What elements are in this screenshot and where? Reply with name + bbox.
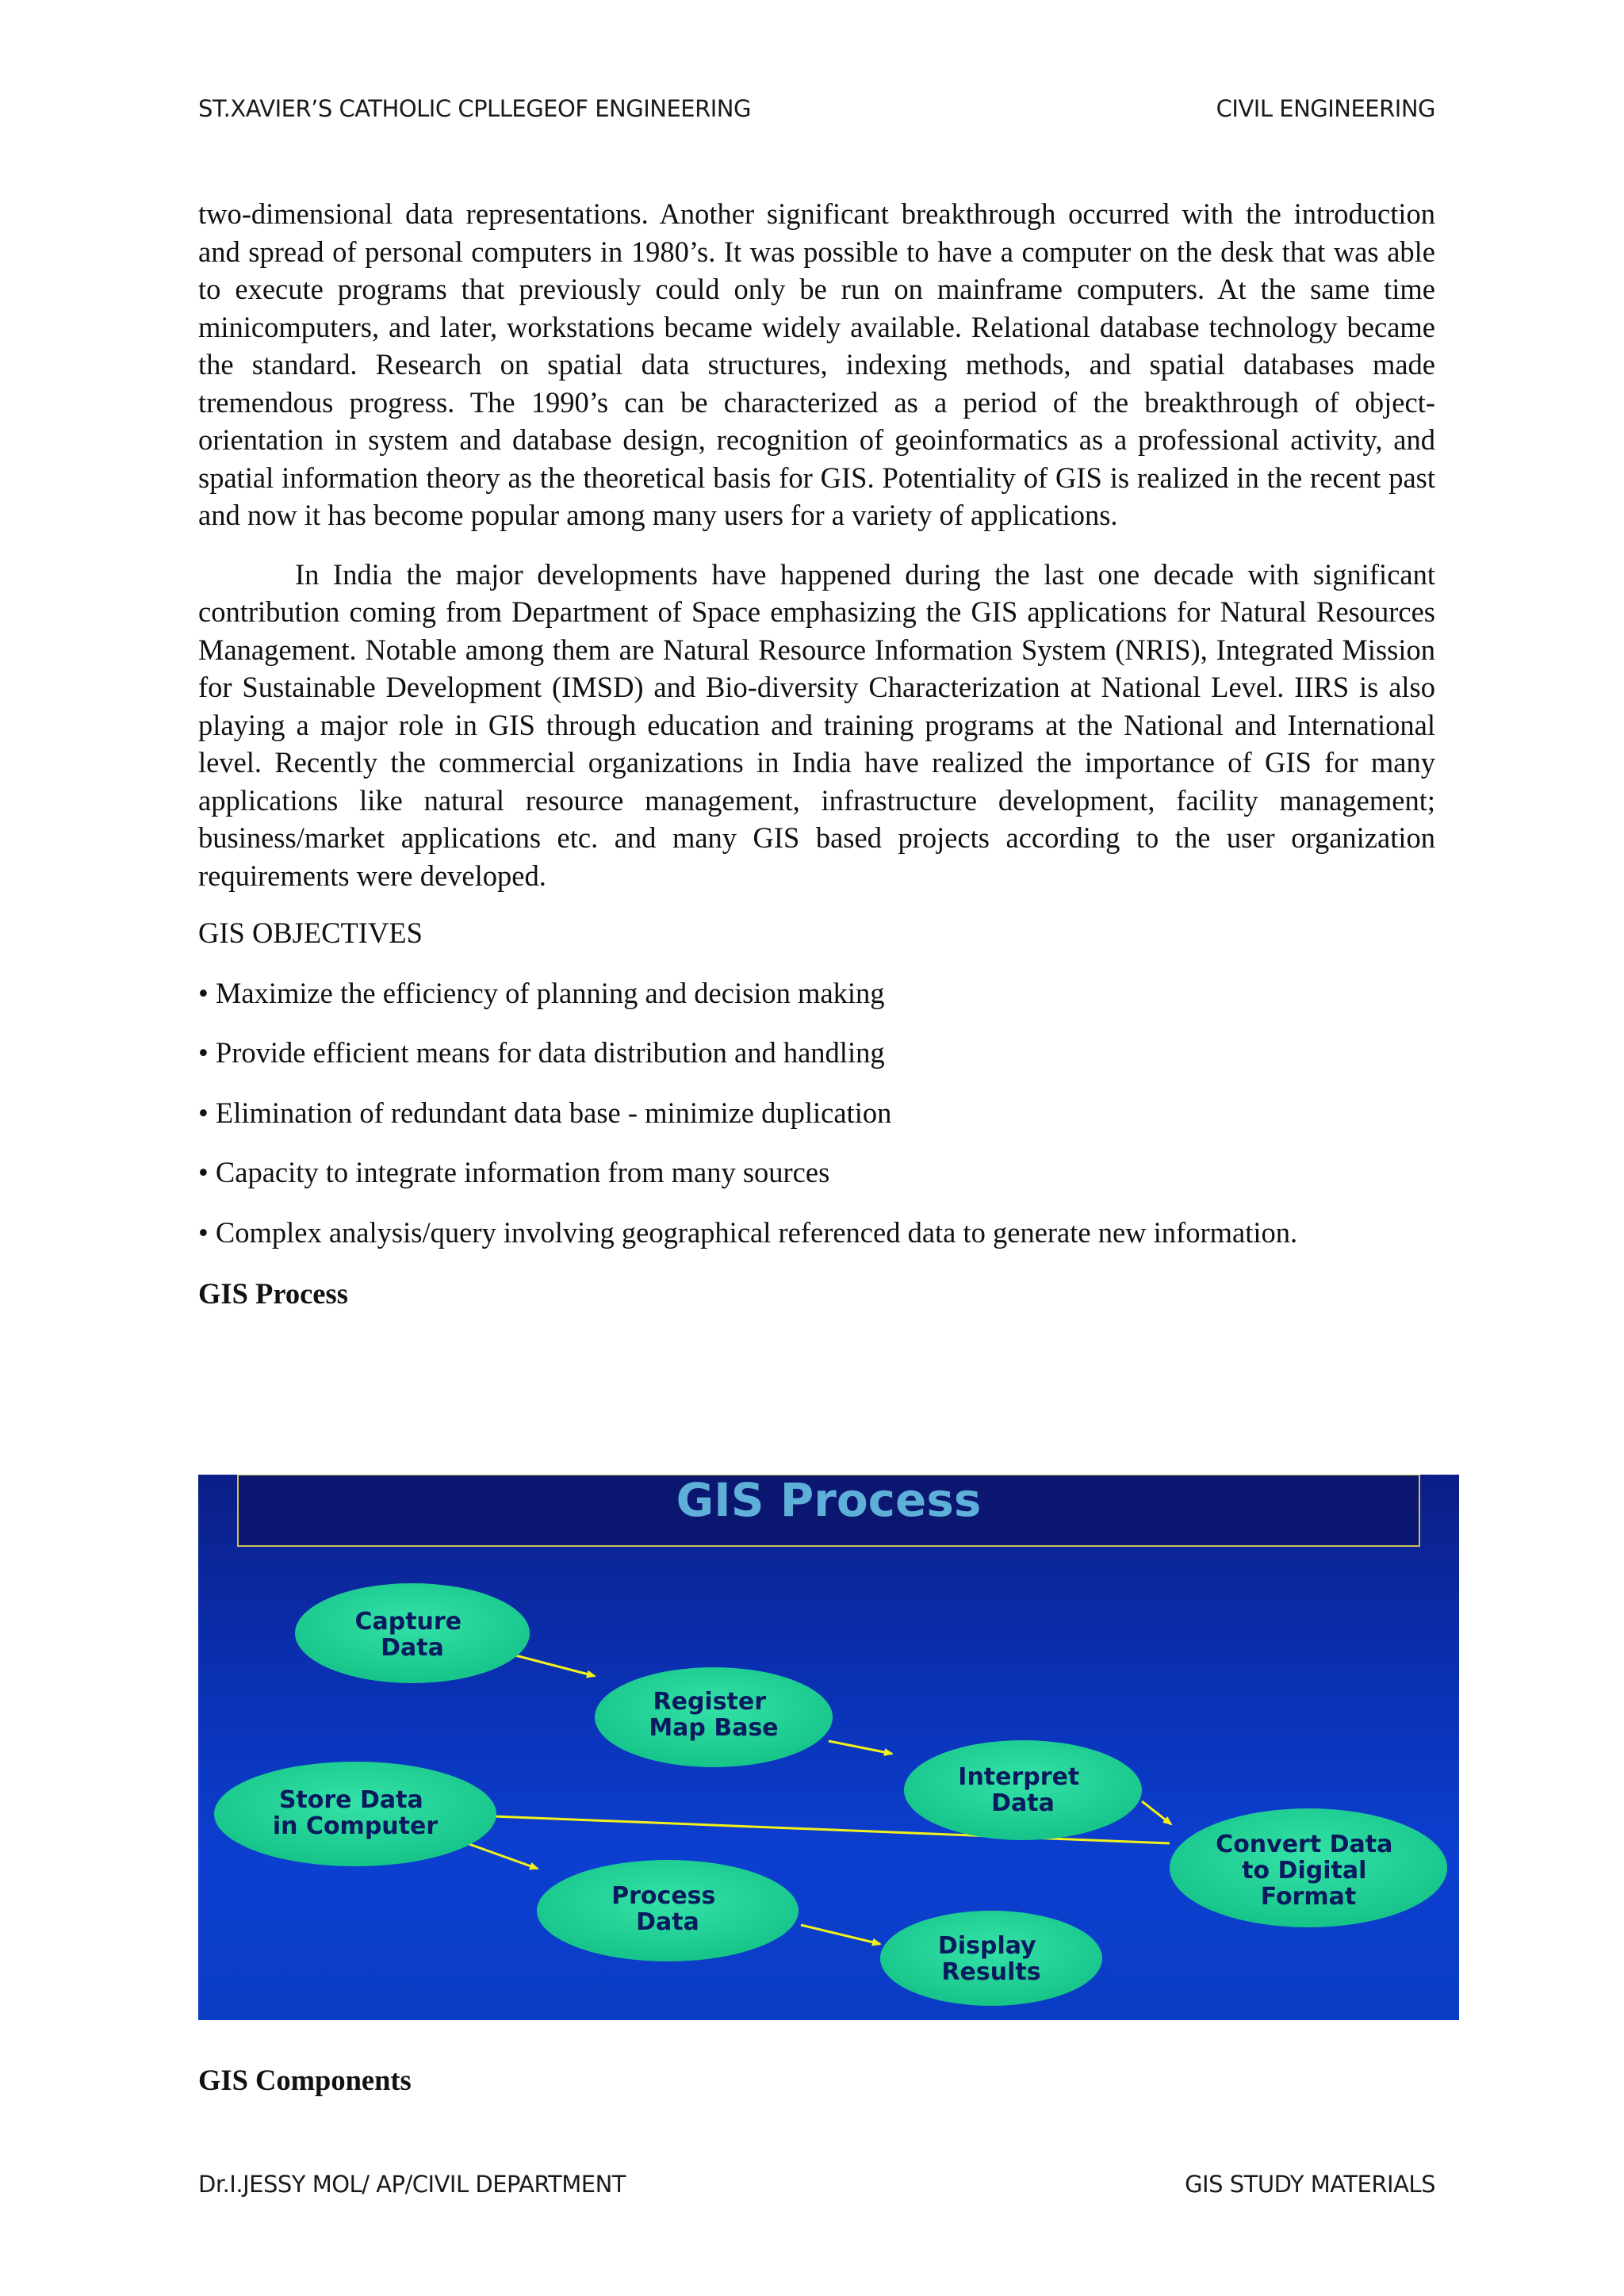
svg-text:Register Map Base (649, 1688, 778, 1742)
paragraph-india: In India the major developments have happened during the last one decade with significant contribution coming from Department of Space emphasizing the GIS applications for Natural Resources Management. Notable among them are Natural Resource Information System (NRIS), Integrated Mission for Sustainable Development (IMSD) and Bio-diversity Characterization at National Level. IIRS is also playing a major role in GIS through education and training programs at the National and International level. Recently the commercial organizations in India have realized the importance of GIS for many applications like natural resource management, infrastructure development, facility management; business/market applications etc. and many GIS based projects according to the user organization requirements were developed. (198, 557, 1435, 892)
footer-author: Dr.I.JESSY MOL/ AP/CIVIL DEPARTMENT (198, 2171, 626, 2198)
node-label-line: Results (941, 1958, 1041, 1986)
objectives-title: GIS OBJECTIVES (198, 916, 423, 949)
gis-process-diagram (198, 1475, 1459, 2020)
objective-item: • Provide efficient means for data distribution and handling (198, 1036, 885, 1069)
svg-text:Display Results (938, 1932, 1044, 1986)
gis-process-svg (198, 1475, 1459, 2020)
objective-item: • Elimination of redundant data base - minimize duplication (198, 1096, 892, 1129)
node-interpret-data (904, 1740, 1142, 1840)
arrow-register-to-interpret (829, 1741, 892, 1754)
node-label-line: Capture (354, 1608, 462, 1636)
node-label-line: Convert Data (1216, 1831, 1393, 1858)
arrow-process-to-display (801, 1925, 880, 1944)
node-store-data (214, 1762, 496, 1866)
header-department: CIVIL ENGINEERING (1216, 95, 1435, 122)
node-label-line: Map Base (649, 1714, 779, 1742)
paragraph-history: two-dimensional data representations. Another significant breakthrough occurred with the introduction and spread of personal computers in 1980’s. It was possible to have a computer on the desk that was able to execute programs that previously could only be run on mainframe computers. At the same time minicomputers, and later, workstations became widely available. Relational database technology became the standard. Research on spatial data structures, indexing methods, and spatial databases made tremendous progress. The 1990’s can be characterized as a period of the breakthrough of object-orientation in system and database design, recognition of geoinformatics as a professional activity, and spatial information theory as the theoretical basis for GIS. Potentiality of GIS is realized in the recent past and now it has become popular among many users for a variety of applications. (198, 197, 1435, 531)
node-register-map-base (595, 1667, 833, 1767)
node-label-line: Display (937, 1932, 1036, 1960)
diagram-title: GIS Process (676, 1475, 982, 1527)
objective-item: • Capacity to integrate information from many sources (198, 1156, 830, 1188)
process-heading: GIS Process (198, 1277, 348, 1310)
objective-item: • Complex analysis/query involving geographical referenced data to generate new information. (198, 1215, 1298, 1249)
footer-material: GIS STUDY MATERIALS (1185, 2171, 1435, 2198)
node-label-line: Register (653, 1688, 767, 1716)
node-label-line: Process (611, 1882, 716, 1910)
arrow-interpret-to-convert (1142, 1801, 1171, 1824)
node-process-data (537, 1860, 799, 1961)
header-institution: ST.XAVIER’S CATHOLIC CPLLEGEOF ENGINEERING (198, 95, 751, 122)
svg-text:Store Data in Computer (273, 1786, 438, 1840)
body-text (198, 195, 1435, 1313)
components-heading: GIS Components (198, 2064, 412, 2096)
node-label-line: Data (991, 1789, 1055, 1817)
node-capture-data (295, 1583, 530, 1683)
node-display-results (880, 1911, 1102, 2006)
node-label-line: Data (636, 1908, 699, 1936)
node-label-line: Interpret (958, 1763, 1080, 1791)
node-label-line: Store Data (278, 1786, 423, 1814)
node-label-line: in Computer (272, 1812, 439, 1840)
node-label-line: Data (381, 1634, 444, 1662)
node-label-line: to Digital (1242, 1857, 1367, 1885)
arrow-capture-to-register (515, 1655, 595, 1676)
node-label-line: Format (1260, 1883, 1357, 1911)
objective-item: • Maximize the efficiency of planning and decision making (198, 976, 885, 1009)
node-convert-data (1170, 1808, 1447, 1927)
